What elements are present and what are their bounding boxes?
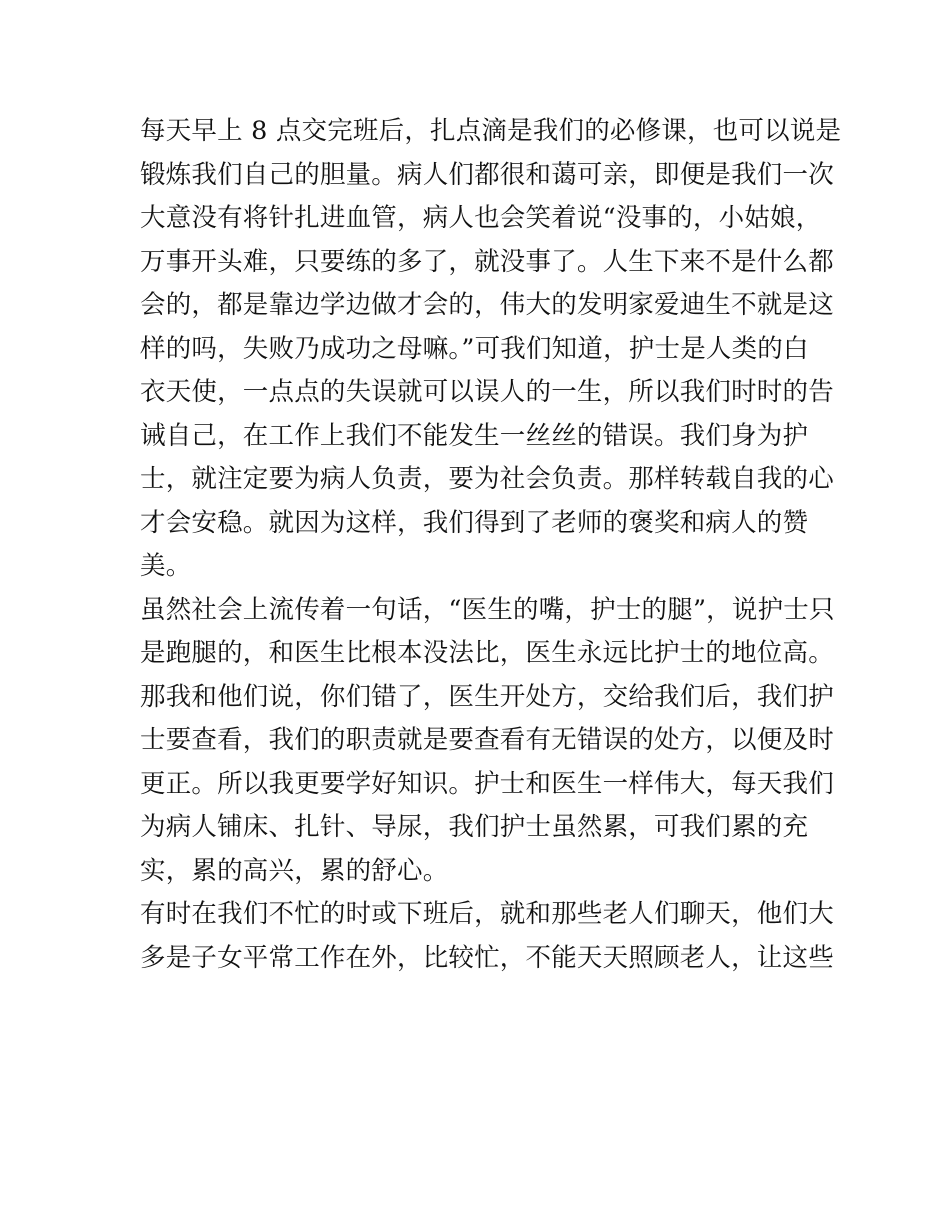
text-line: 虽然社会上流传着一句话，“医生的嘴，护士的腿”，说护士只 <box>140 594 835 625</box>
text-line: 诫自己，在工作上我们不能发生一丝丝的错误。我们身为护 <box>140 420 809 451</box>
text-line: 实，累的高兴，累的舒心。 <box>140 855 449 886</box>
text-line: 才会安稳。就因为这样，我们得到了老师的褒奖和病人的赞 <box>140 507 809 538</box>
text-line: 有时在我们不忙的时或下班后，就和那些老人们聊天，他们大 <box>140 899 834 929</box>
text-line: 多是子女平常工作在外，比较忙，不能天天照顾老人，让这些 <box>140 942 834 973</box>
text-line: 为病人铺床、扎针、导尿，我们护士虽然累，可我们累的充 <box>140 812 809 842</box>
text-line: 那我和他们说，你们错了，医生开处方，交给我们后，我们护 <box>140 681 834 712</box>
text-line: 万事开头难，只要练的多了，就没事了。人生下来不是什么都 <box>140 246 834 277</box>
text-line: 是跑腿的，和医生比根本没法比，医生永远比护士的地位高。 <box>140 638 834 668</box>
text-line: 会的，都是靠边学边做才会的，伟大的发明家爱迪生不就是这 <box>140 290 834 320</box>
text-line: 大意没有将针扎进血管，病人也会笑着说“没事的，小姑娘， <box>140 203 822 233</box>
text-line: 士要查看，我们的职责就是要查看有无错误的处方，以便及时 <box>140 725 834 755</box>
text-line: 衣天使，一点点的失误就可以误人的一生，所以我们时时的告 <box>140 377 834 407</box>
document-body <box>140 110 842 980</box>
text-line: 锻炼我们自己的胆量。病人们都很和蔼可亲，即便是我们一次 <box>140 159 834 190</box>
text-line: 更正。所以我更要学好知识。护士和医生一样伟大，每天我们 <box>140 768 834 799</box>
text-line: 每天早上 8 点交完班后，扎点滴是我们的必修课，也可以说是 <box>140 116 842 146</box>
text-line: 士，就注定要为病人负责，要为社会负责。那样转载自我的心 <box>140 464 834 494</box>
text-line: 样的吗，失败乃成功之母嘛。”可我们知道，护士是人类的白 <box>140 333 809 364</box>
text-line: 美。 <box>140 551 192 581</box>
